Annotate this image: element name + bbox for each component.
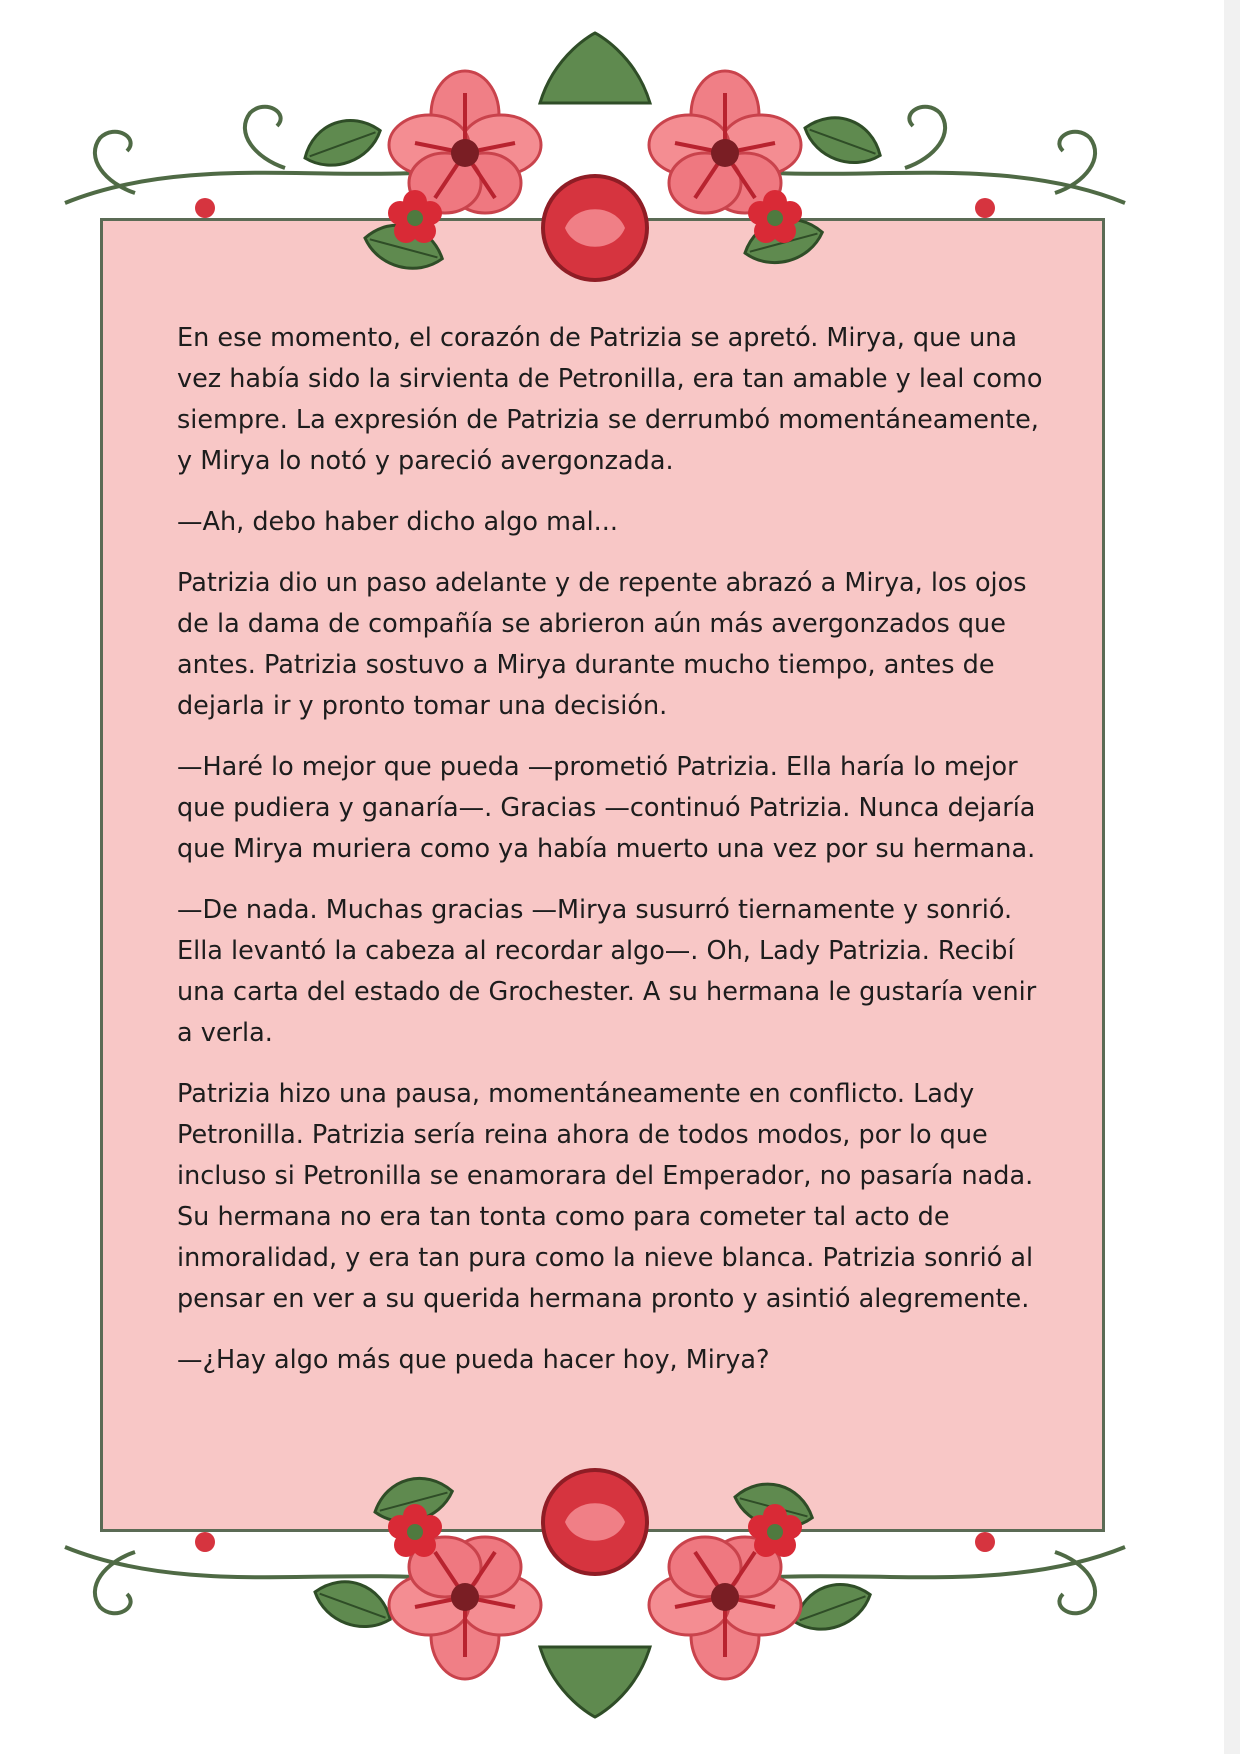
floral-ornament-top-icon <box>55 8 1135 328</box>
paragraph-7: —¿Hay algo más que pueda hacer hoy, Mirya? <box>177 1345 770 1375</box>
paragraph-1: En ese momento, el corazón de Patrizia se apretó. Mirya, que una vez había sido la sirvienta de Petronilla, era tan amable y leal como siempre. La expresión de Patrizia se derrumbó momentáneamente, y Mirya lo notó y pareció avergonzada. <box>177 323 1043 476</box>
floral-ornament-bottom-icon <box>55 1422 1135 1742</box>
story-text <box>177 318 1057 1401</box>
paragraph-5: —De nada. Muchas gracias —Mirya susurró tiernamente y sonrió. Ella levantó la cabeza al recordar algo—. Oh, Lady Patrizia. Recibí una carta del estado de Grochester. A su hermana le gustaría venir a verla. <box>177 895 1037 1048</box>
page-edge <box>1224 0 1240 1754</box>
paragraph-6: Patrizia hizo una pausa, momentáneamente en conflicto. Lady Petronilla. Patrizia sería reina ahora de todos modos, por lo que incluso si Petronilla se enamorara del Emperador, no pasaría nada. Su hermana no era tan tonta como para cometer tal acto de inmoralidad, y era tan pura como la nieve blanca. Patrizia sonrió al pensar en ver a su querida hermana pronto y asintió alegremente. <box>177 1079 1034 1314</box>
paragraph-3: Patrizia dio un paso adelante y de repente abrazó a Mirya, los ojos de la dama de compañía se abrieron aún más avergonzados que antes. Patrizia sostuvo a Mirya durante mucho tiempo, antes de dejarla ir y pronto tomar una decisión. <box>177 568 1027 721</box>
paragraph-4: —Haré lo mejor que pueda —prometió Patrizia. Ella haría lo mejor que pudiera y ganaría—. Gracias —continuó Patrizia. Nunca dejaría que Mirya muriera como ya había muerto una vez por su hermana. <box>177 752 1036 864</box>
paragraph-2: —Ah, debo haber dicho algo mal... <box>177 507 618 537</box>
